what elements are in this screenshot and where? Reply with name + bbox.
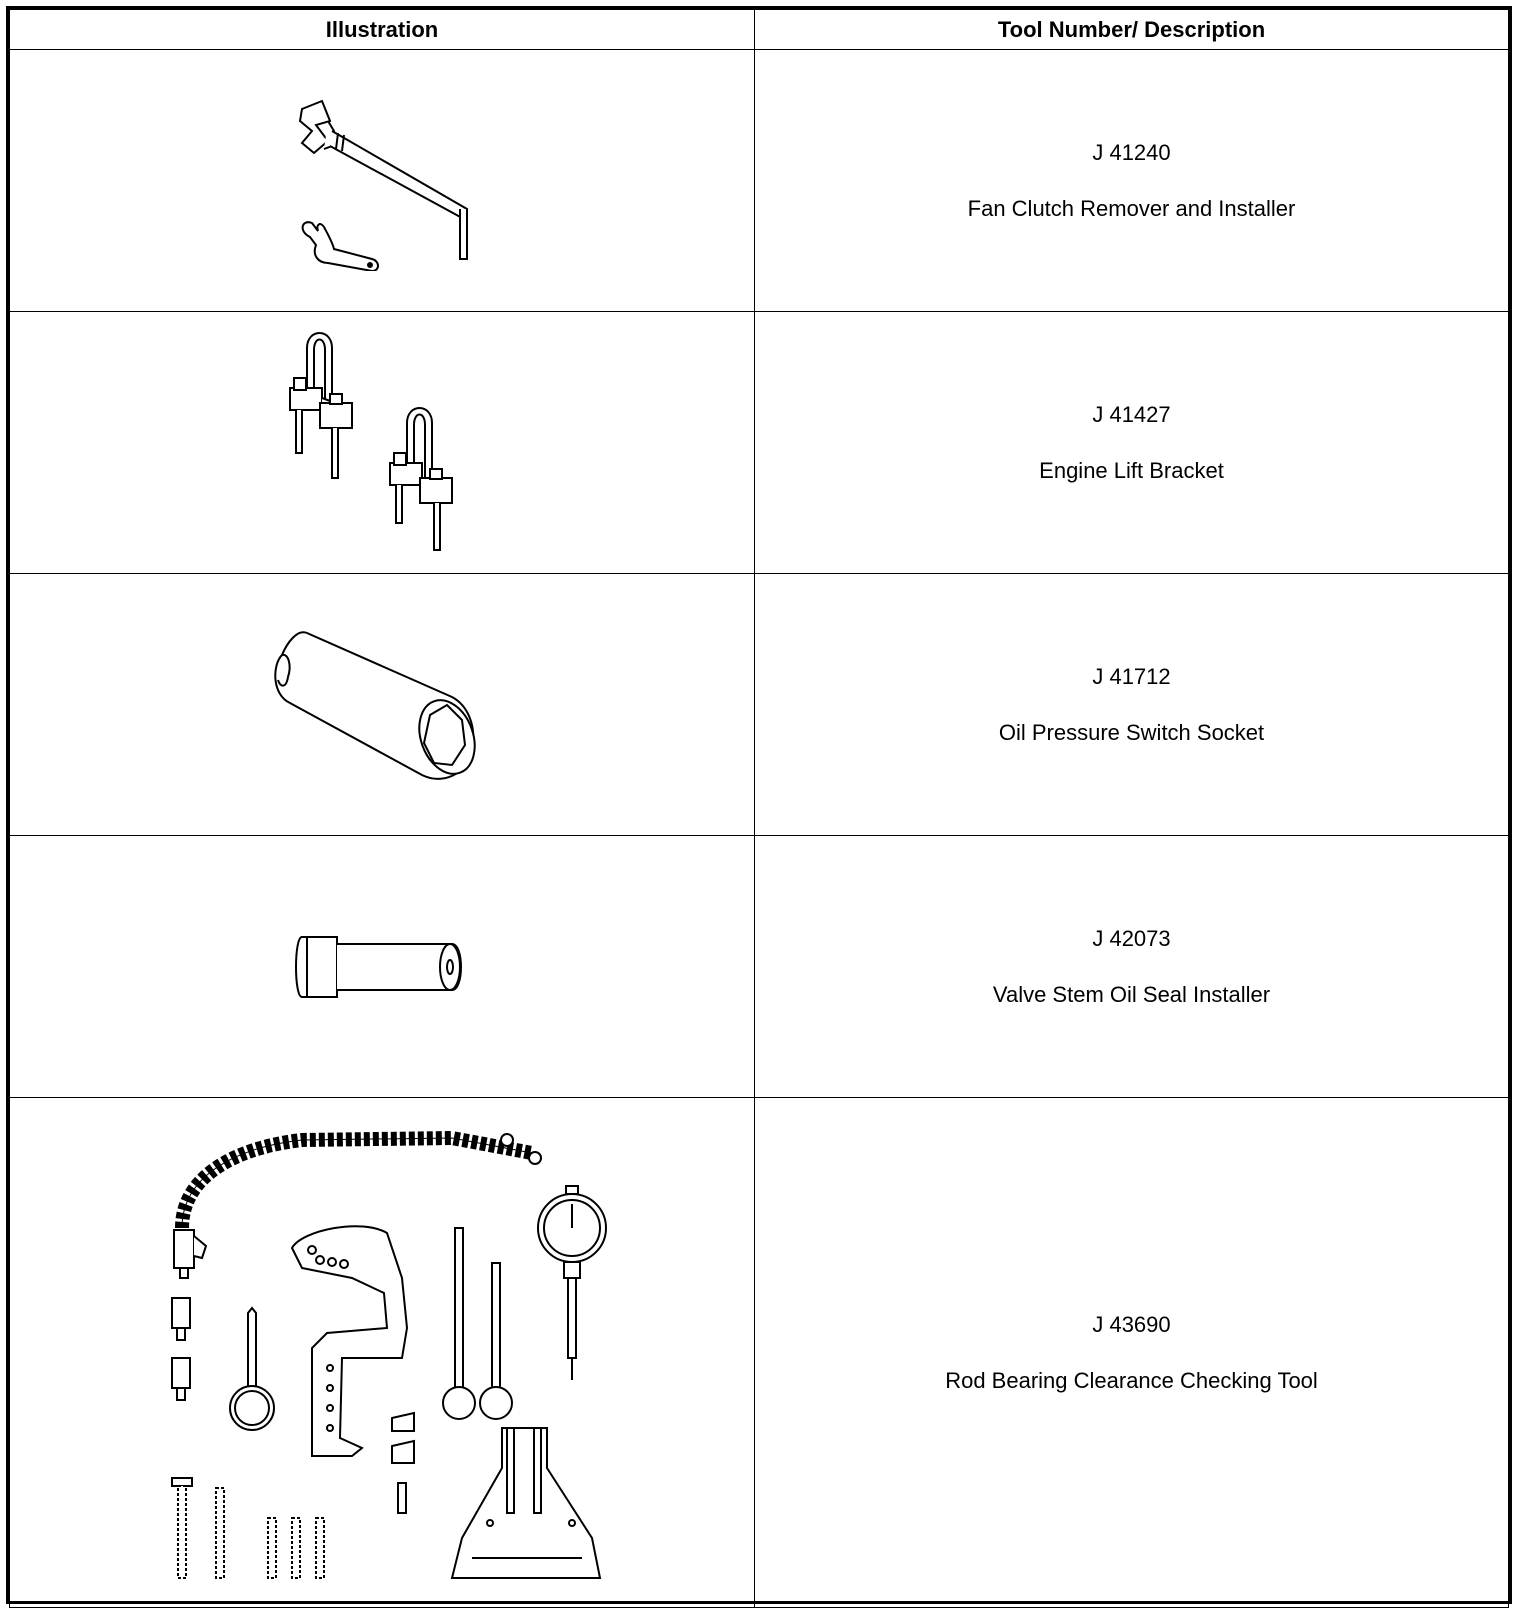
header-tool-description: Tool Number/ Description — [755, 10, 1509, 50]
rod-bearing-tool-kit-icon — [152, 1118, 612, 1588]
fan-clutch-tool-icon — [272, 91, 492, 271]
tool-number: J 41427 — [1092, 401, 1171, 427]
tool-name: Oil Pressure Switch Socket — [998, 719, 1265, 745]
table-row — [10, 312, 1509, 574]
header-row — [10, 10, 1509, 50]
table-row — [10, 574, 1509, 836]
tool-name: Valve Stem Oil Seal Installer — [992, 981, 1271, 1007]
illustration-cell — [10, 836, 755, 1098]
illustration-cell — [10, 574, 755, 836]
description-cell — [755, 574, 1509, 836]
special-tools-table — [9, 9, 1509, 1608]
special-tools-table-frame — [6, 6, 1512, 1604]
tool-number: J 41240 — [1092, 139, 1171, 165]
illustration-cell — [10, 1098, 755, 1608]
description-cell — [755, 1098, 1509, 1608]
header-illustration: Illustration — [10, 10, 755, 50]
tool-name: Engine Lift Bracket — [1039, 457, 1224, 483]
description-cell — [755, 312, 1509, 574]
tool-number: J 41712 — [1092, 663, 1171, 689]
illustration-cell — [10, 50, 755, 312]
description-cell — [755, 50, 1509, 312]
table-row — [10, 1098, 1509, 1608]
tool-name: Fan Clutch Remover and Installer — [967, 195, 1296, 221]
valve-seal-installer-icon — [292, 922, 472, 1012]
table-row — [10, 836, 1509, 1098]
engine-lift-bracket-icon — [262, 328, 502, 558]
tool-name: Rod Bearing Clearance Checking Tool — [945, 1367, 1318, 1393]
illustration-cell — [10, 312, 755, 574]
description-cell — [755, 836, 1509, 1098]
tool-number: J 43690 — [1092, 1311, 1171, 1337]
tool-number: J 42073 — [1092, 925, 1171, 951]
oil-pressure-socket-icon — [262, 625, 502, 785]
table-row — [10, 50, 1509, 312]
